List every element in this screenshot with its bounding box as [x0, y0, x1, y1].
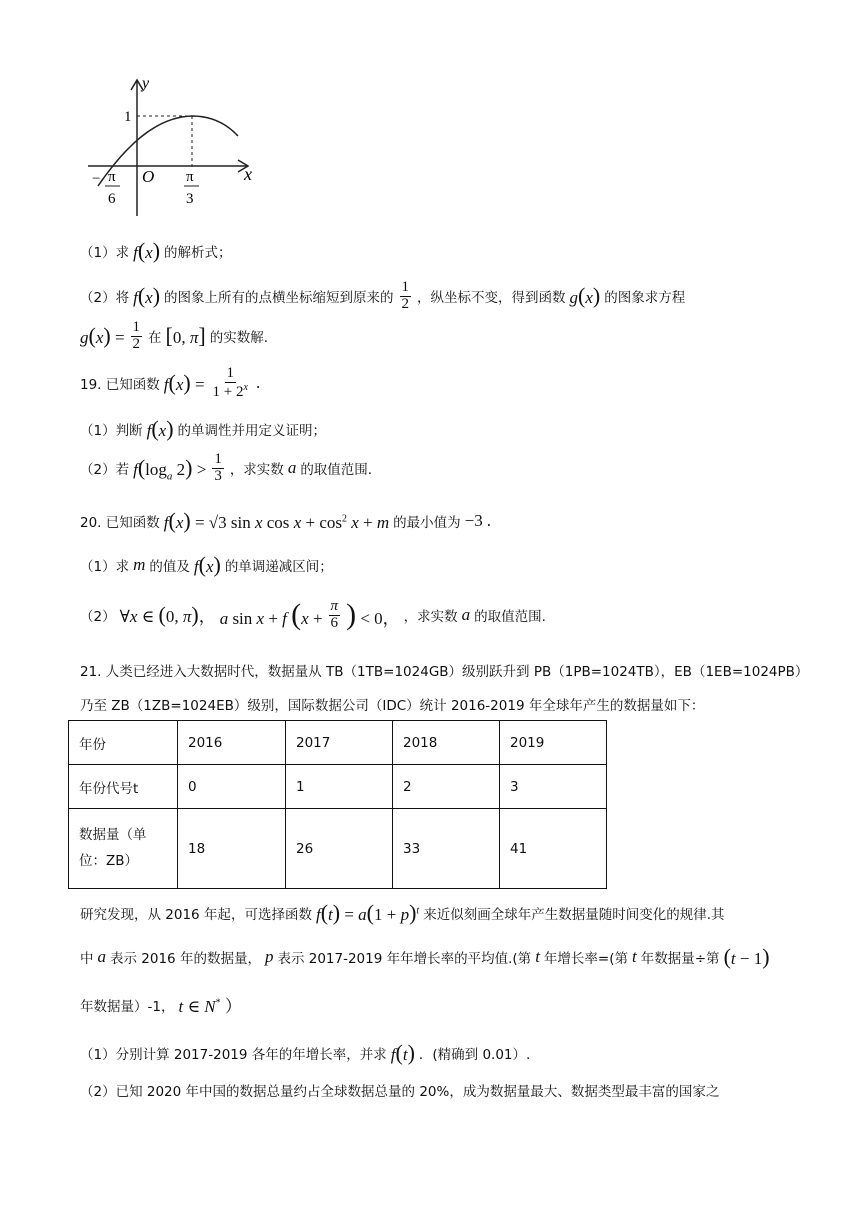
q20-min-value: −3	[464, 511, 483, 530]
table-cell: 18	[178, 809, 286, 889]
data-table	[68, 720, 607, 889]
q19-fraction: $\frac{1}{1 + 2^x}$	[212, 365, 248, 400]
q21-p1-tail: ．(精确到 0.01）.	[418, 1047, 531, 1063]
q20-period: .	[486, 511, 491, 530]
interval-0-pi: [0, π]	[165, 323, 206, 349]
table-cell: 2	[393, 765, 500, 809]
sine-curve	[98, 116, 238, 186]
q18-part2-line2	[80, 320, 268, 353]
q19-p2-end: 的取值范围.	[300, 462, 373, 479]
table-cell: 年份	[69, 721, 178, 765]
q21-para3-a: 年数据量）-1，	[80, 998, 175, 1015]
q21-para2-d: 年增长率=(第	[543, 951, 629, 967]
q20-p2-tail: ，求实数	[403, 609, 458, 625]
q18-p1-tail: 的解析式；	[164, 245, 232, 261]
q20-part1	[80, 552, 333, 578]
q21-t-in-n: t ∈ N* ）	[178, 997, 242, 1016]
q21-function: $f(t) = a(1 + p)^t$	[315, 900, 420, 925]
q21-p1-label: （1）分别计算 2017-2019 各年的年增长率，并求	[80, 1047, 387, 1063]
neg-six: 6	[108, 191, 116, 207]
y-one-label: 1	[124, 109, 132, 125]
q20-p2-label: （2）	[80, 609, 116, 625]
table-cell: 2016	[178, 721, 286, 765]
x-axis-label: x	[244, 164, 252, 184]
q20-p2-end: 的取值范围.	[474, 609, 546, 625]
table-cell	[69, 809, 178, 889]
table-row	[69, 809, 607, 889]
neg-pi: π	[108, 169, 116, 185]
q21-var-a: a	[97, 947, 106, 966]
q21-para2	[80, 944, 770, 970]
q18-part2	[80, 280, 685, 313]
q21-para1-b: 来近似刻画全球年产生数据量随时间变化的规律.其	[423, 907, 725, 923]
origin-label: O	[142, 167, 155, 186]
pi3-three: 3	[186, 191, 194, 207]
fraction-pi-6: $\frac{\pi}{6}$	[330, 597, 339, 631]
q21-para3	[80, 992, 242, 1017]
q21-t-minus-1: (t − 1)	[723, 944, 770, 969]
q18-p1-fx: f(x)	[133, 238, 161, 263]
table-cell: 1	[286, 765, 393, 809]
q19-var-a: a	[287, 458, 297, 478]
q19-p2-label: （2）若	[80, 462, 130, 479]
q19-period: .	[255, 373, 261, 393]
q18-p2-mid: 的图象上所有的点横坐标缩短到原来的	[164, 290, 394, 307]
table-cell: 2018	[393, 721, 500, 765]
q21-para2-a: 中	[80, 951, 94, 967]
function-graph	[80, 62, 280, 222]
table-cell: 2017	[286, 721, 393, 765]
q20-ineq-tail: ) < 0，	[346, 598, 400, 631]
q20-function: f(x) = √3 sin x $\cos x + \cos^2 x + m$	[163, 508, 390, 533]
q19-label: 19. 已知函数	[80, 377, 160, 394]
q19-p1-fx: f(x)	[146, 416, 174, 441]
q21-para2-c: 表示 2017-2019 年年增长率的平均值.(第	[277, 951, 532, 967]
table-cell: 年份代号t	[69, 765, 178, 809]
q21-para1-a: 研究发现，从 2016 年起，可选择函数	[80, 907, 312, 923]
q20-var-a: a	[461, 605, 471, 624]
q19-fx: f(x) =	[163, 370, 205, 396]
fraction-half-2: $\frac{1}{2}$	[132, 319, 141, 352]
q20-var-m: m	[133, 555, 146, 574]
q18-p2-line2-mid: 在	[148, 330, 162, 347]
pi3-pi: π	[186, 169, 194, 185]
q21-part1	[80, 1040, 530, 1066]
q18-p1-label: （1）求	[80, 245, 130, 261]
q18-p2-tail: 的图象求方程	[604, 290, 686, 307]
q19-p1-tail: 的单调性并用定义证明；	[177, 423, 327, 439]
table-row	[69, 765, 607, 809]
q18-p2-label: （2）将	[80, 290, 130, 307]
fraction-half: $\frac{1}{2}$	[401, 279, 410, 312]
q18-p2-line2-tail: 的实数解.	[209, 330, 269, 347]
q20-p1-mid: 的值及	[149, 559, 190, 575]
q18-part1	[80, 238, 232, 264]
data-label-a: 数据量（单	[79, 826, 147, 843]
q18-p2-mid2: ，纵坐标不变，得到函数	[417, 290, 566, 307]
table-cell: 3	[500, 765, 607, 809]
q19-part1	[80, 416, 326, 442]
q20-forall: ∀x ∈ (0, π)，	[119, 602, 216, 627]
q21-var-p: p	[264, 947, 274, 966]
q20-inequality: a sin x + f (x +	[219, 598, 323, 631]
y-axis-label: y	[142, 75, 150, 92]
data-label-b: 位：ZB）	[79, 852, 139, 869]
fraction-third: $\frac{1}{3}$	[214, 451, 222, 484]
q21-para2-b: 表示 2016 年的数据量，	[110, 951, 261, 967]
q21-para1	[80, 900, 725, 926]
q20-part2	[80, 598, 546, 632]
q20-p1-fx: f(x)	[193, 552, 221, 577]
table-cell: 41	[500, 809, 607, 889]
q18-equation: g(x) =	[80, 323, 125, 349]
q19-part2	[80, 452, 372, 485]
q18-p2-fx: f(x)	[133, 283, 161, 309]
table-row	[69, 721, 607, 765]
table-cell: 2019	[500, 721, 607, 765]
q21-line1: 21. 人类已经进入大数据时代，数据量从 TB（1TB=1024GB）级别跃升到 PB（1PB=1024TB），EB（1EB=1024PB）	[80, 664, 809, 680]
q20-label: 20. 已知函数	[80, 515, 160, 531]
table-cell: 0	[178, 765, 286, 809]
q20-tail: 的最小值为	[393, 515, 461, 531]
q21-var-t: t	[535, 947, 540, 966]
q21-var-t2: t	[632, 947, 637, 966]
q21-p1-ft: f(t)	[390, 1040, 415, 1065]
q19-inequality: $f(\log_a$ 2) >	[133, 454, 207, 482]
q21-part2: （2）已知 2020 年中国的数据总量约占全球数据总量的 20%，成为数据量最大、数据类型最丰富的国家之	[80, 1084, 720, 1100]
q21-line2: 乃至 ZB（1ZB=1024EB）级别，国际数据公司（IDC）统计 2016-2019 年全球年产生的数据量如下：	[80, 698, 705, 714]
q20-p1-tail: 的单调递减区间；	[224, 559, 333, 575]
table-cell: 26	[286, 809, 393, 889]
neg-sign: −	[92, 171, 101, 187]
q20-p1-label: （1）求	[80, 559, 130, 575]
q19-p2-tail: ，求实数	[229, 462, 284, 479]
q18-p2-gx: g(x)	[569, 283, 601, 309]
q20-statement	[80, 508, 491, 534]
q19-p1-label: （1）判断	[80, 423, 143, 439]
table-cell: 33	[393, 809, 500, 889]
q21-para2-e: 年数据量÷第	[640, 951, 720, 967]
q19-statement	[80, 366, 260, 401]
